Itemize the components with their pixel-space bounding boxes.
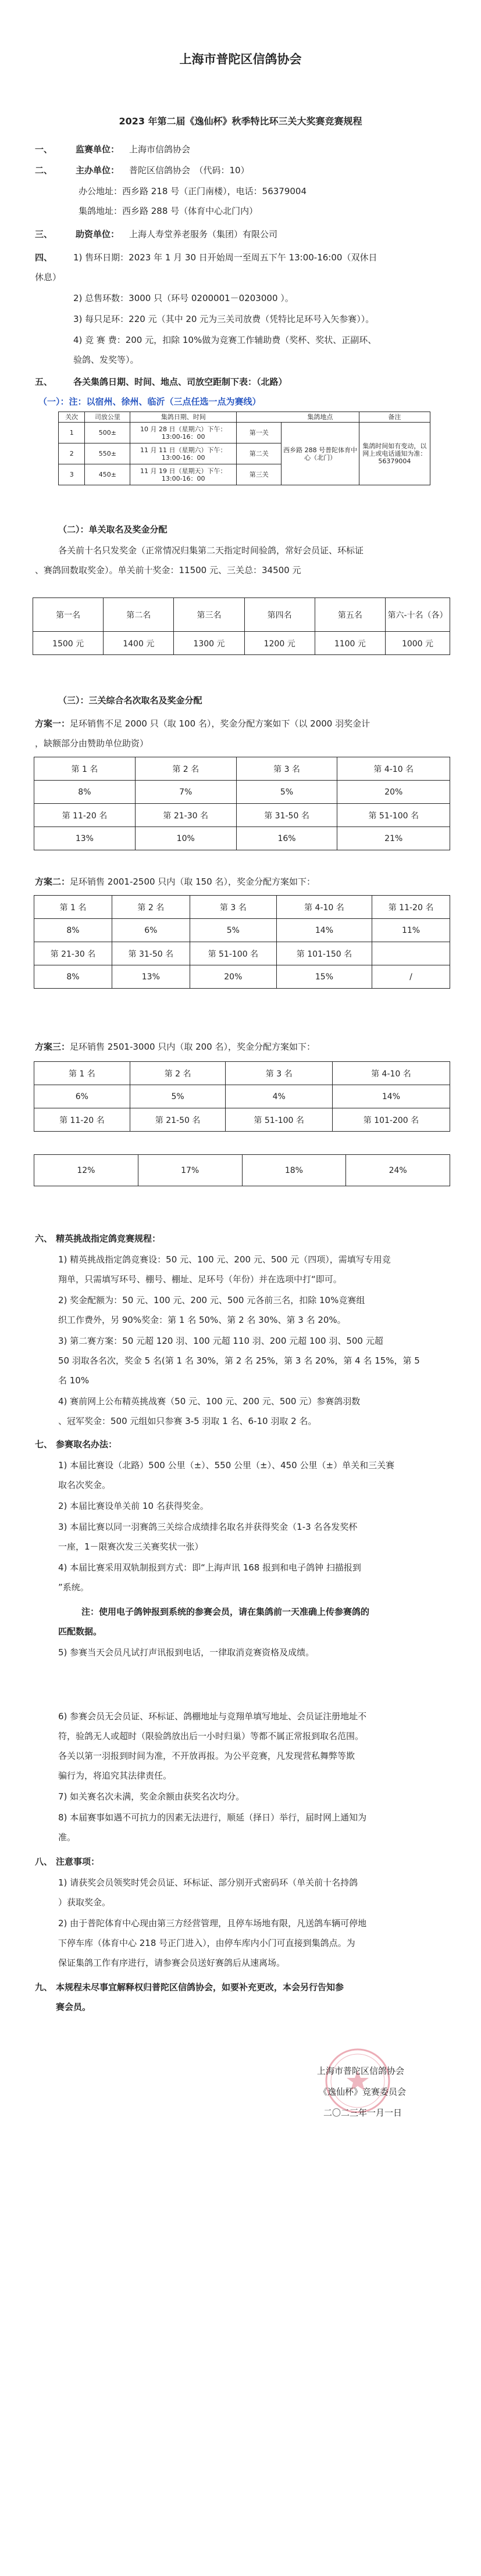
plan-2-cell: 第 51-100 名 — [190, 942, 276, 965]
clock-note: 注：使用电子鸽钟报到系统的参赛会员，请在集鸽前一天准确上传参赛鸽的 — [81, 1607, 370, 1617]
sign-committee: 《逸仙杯》竞赛委员会 — [319, 2087, 407, 2097]
plan-3-line — [35, 1040, 315, 1053]
schedule-head-date: 集鸽日期、时间 — [130, 412, 237, 423]
plan-3-cell: 6% — [34, 1085, 130, 1108]
rule-7-4b: ”系统。 — [58, 1582, 89, 1593]
plan-2-cell: 8% — [34, 965, 112, 989]
rule-7-1b: 取名次奖金。 — [58, 1480, 111, 1490]
prize-val-6-10: 1000 元 — [386, 632, 450, 655]
plan-1-cell: 第 51-100 名 — [337, 804, 450, 827]
section-4-num: 四、 — [35, 252, 53, 263]
plan-1-cell: 第 2 名 — [135, 757, 236, 781]
plan-3-table-top — [34, 1061, 450, 1132]
plan-1-line-2: ，缺额部分由赞助单位助资） — [35, 738, 149, 749]
rule-7-4: 4) 本届比赛采用双轨制报到方式：即“上海声讯 168 报到和电子鸽钟 扫描报到 — [58, 1562, 361, 1573]
schedule-row-2-date: 11 月 11 日（星期六）下午：13:00-16：00 — [130, 443, 237, 464]
prize-head-6-10: 第六-十名（各） — [386, 598, 450, 632]
rules-title: 2023 年第二届《逸仙杯》秋季特比环三关大奖赛竞赛规程 — [119, 116, 362, 127]
org-heading: 上海市普陀区信鸽协会 — [179, 52, 302, 66]
rule-7-1: 1) 本届比赛设（北路）500 公里（±）、550 公里（±）、450 公里（±）单关和三关赛 — [58, 1460, 395, 1471]
plan-3-text: 足环销售 2501-3000 只内（取 200 名），奖金分配方案如下： — [70, 1042, 315, 1052]
schedule-note: 集鸽时间如有变动，以网上或电话通知为准：56379004 — [359, 423, 430, 485]
plan-1-cell: 20% — [337, 781, 450, 804]
rule-7-2: 2) 本届比赛设单关前 10 名获得奖金。 — [58, 1501, 209, 1511]
schedule-head-km: 司放公里 — [85, 412, 130, 423]
section-6-num: 六、 — [35, 1233, 53, 1244]
plan-3-table-bottom — [34, 1154, 450, 1186]
schedule-row-3-stage: 3 — [59, 464, 85, 485]
plan-1-cell: 16% — [236, 827, 337, 850]
plan-2-cell: / — [372, 965, 450, 989]
plan-1-cell: 10% — [135, 827, 236, 850]
schedule-row-1-km: 500± — [85, 423, 130, 443]
single-stage-text-2: 、赛鸽回数取奖金）。单关前十奖金：11500 元、三关总：34500 元 — [35, 565, 301, 575]
section-1-value: 上海市信鸽协会 — [129, 144, 191, 155]
route-note: （一）：注：以宿州、徐州、临沂（三点任选一点为赛线） — [38, 396, 261, 407]
section-5-text: 各关集鸽日期、时间、地点、司放空距制下表：（北路） — [73, 377, 287, 387]
prize-val-1: 1500 元 — [33, 632, 104, 655]
plan-1-cell: 第 31-50 名 — [236, 804, 337, 827]
elite-2: 2) 奖金配额为：50 元、100 元、200 元、500 元各前三名，扣除 10%竞赛组 — [58, 1295, 365, 1305]
plan-3-cell: 第 4-10 名 — [332, 1062, 450, 1085]
schedule-row-1-stage: 1 — [59, 423, 85, 443]
elite-4b: 、冠军奖金：500 元组如只参赛 3-5 羽取 1 名、6-10 羽取 2 名。 — [58, 1416, 317, 1426]
plan-2-cell: 6% — [112, 919, 190, 942]
clock-note-2: 匹配数据。 — [58, 1626, 102, 1637]
plan-3-cell: 18% — [242, 1155, 346, 1186]
rule-7-3: 3) 本届比赛以同一羽赛鸽三关综合成绩排名取名并获得奖金（1-3 名各发奖杯 — [58, 1522, 358, 1532]
plan-1-title: 方案一： — [35, 718, 70, 729]
elite-3c: 名 10% — [58, 1375, 90, 1386]
plan-2-cell: 第 2 名 — [112, 896, 190, 919]
schedule-table — [58, 412, 430, 485]
section-9-text: 本规程未尽事宜解释权归普陀区信鸽协会，如要补充更改，本会另行告知参 — [56, 1982, 344, 1992]
ring-sale-date-cont: 休息） — [35, 272, 62, 282]
section-7-num: 七、 — [35, 1439, 53, 1450]
schedule-row-1-gate: 第一关 — [237, 423, 282, 443]
prize-head-4: 第四名 — [244, 598, 315, 632]
plan-2-cell: 20% — [190, 965, 276, 989]
elite-4: 4) 赛前网上公布精英挑战赛（50 元、100 元、200 元、500 元）参赛鸽羽数 — [58, 1396, 361, 1407]
section-1-label: 监赛单位： — [76, 144, 120, 155]
plan-3-cell: 第 11-20 名 — [34, 1108, 130, 1132]
elite-1b: 翔单，只需填写环号、棚号、棚址、足环号（年份）并在选项中打“即可。 — [58, 1274, 342, 1285]
schedule-row-2-gate: 第二关 — [237, 443, 282, 464]
plan-1-text: 足环销售不足 2000 只（取 100 名），奖金分配方案如下（以 2000 羽奖金计 — [70, 718, 370, 729]
plan-1-cell: 5% — [236, 781, 337, 804]
loft-address: 集鸽地址：西乡路 288 号（体育中心北门内） — [79, 206, 258, 216]
plan-3-cell: 14% — [332, 1085, 450, 1108]
section-1-num: 一、 — [35, 144, 53, 155]
section-7-title: 参赛取名办法： — [56, 1439, 117, 1450]
plan-2-cell: 第 4-10 名 — [276, 896, 372, 919]
rule-7-8: 8) 本届赛事如遇不可抗力的因素无法进行，顺延（择日）举行，届时网上通知为 — [58, 1812, 367, 1823]
prize-val-5: 1100 元 — [315, 632, 385, 655]
single-stage-prize-table — [33, 598, 450, 655]
elite-3b: 50 羽取各名次，奖金 5 名(第 1 名 30%，第 2 名 25%，第 3 名 20%，第 4 名 15%，第 5 — [58, 1355, 420, 1366]
ring-price: 3) 每只足环：220 元（其中 20 元为三关司放费（凭特比足环号入矢参赛））。 — [73, 314, 375, 324]
section-2-num: 二、 — [35, 165, 53, 176]
plan-3-cell: 17% — [138, 1155, 242, 1186]
schedule-head-stage: 关次 — [59, 412, 85, 423]
section-2-value: 普陀区信鸽协会 （代码：10） — [129, 165, 250, 176]
plan-1-line-1 — [35, 717, 370, 729]
prize-head-3: 第三名 — [174, 598, 244, 632]
ring-sale-date: 1) 售环日期：2023 年 1 月 30 日开始周一至周五下午 13:00-16:00（双休日 — [73, 252, 377, 263]
section-8-num: 八、 — [35, 1856, 53, 1867]
note-8-2b: 下停车库（体育中心 218 号正门进入），由停车库内小门可直接到集鸽点。为 — [58, 1938, 355, 1948]
plan-1-cell: 8% — [34, 781, 136, 804]
rule-7-6c: 各关以第一羽报到时间为准，不开放再报。为公平竞赛，凡发现营私舞弊等欺 — [58, 1751, 355, 1761]
rule-7-6d: 骗行为，将追究其法律责任。 — [58, 1770, 172, 1781]
plan-2-cell: 第 11-20 名 — [372, 896, 450, 919]
rule-7-5: 5) 参赛当天会员凡试打声讯报到电话，一律取消竞赛资格及成绩。 — [58, 1647, 315, 1658]
prize-head-1: 第一名 — [33, 598, 104, 632]
plan-3-cell: 4% — [226, 1085, 332, 1108]
prize-head-2: 第二名 — [104, 598, 174, 632]
plan-2-cell: 第 101-150 名 — [276, 942, 372, 965]
race-fee: 4) 竞 赛 费：200 元，扣除 10%做为竞赛工作辅助费（奖杯、奖状、正副环、 — [73, 335, 377, 345]
combined-heading: （三）：三关综合名次取名及奖金分配 — [58, 695, 202, 706]
schedule-place: 西乡路 288 号普陀体育中心（北门） — [282, 423, 359, 485]
note-8-1: 1) 请获奖会员领奖时凭会员证、环标证、部分别开式密码环（单关前十名持鸽 — [58, 1877, 358, 1888]
plan-2-cell: 15% — [276, 965, 372, 989]
note-8-2: 2) 由于普陀体育中心现由第三方经营管理，且停车场地有限，凡送鸽车辆可停地 — [58, 1918, 367, 1929]
plan-2-cell: 11% — [372, 919, 450, 942]
plan-3-cell: 第 21-50 名 — [130, 1108, 226, 1132]
office-address: 办公地址：西乡路 218 号（正门南楼），电话：56379004 — [79, 186, 307, 196]
plan-2-cell: 13% — [112, 965, 190, 989]
elite-3: 3) 第二赛方案：50 元超 120 羽、100 元超 110 羽、200 元超 100 羽、500 元超 — [58, 1336, 383, 1346]
plan-3-cell: 5% — [130, 1085, 226, 1108]
red-seal-stamp — [323, 2046, 393, 2116]
plan-3-cell: 第 51-100 名 — [226, 1108, 332, 1132]
schedule-head-place: 集鸽地点 — [282, 412, 359, 423]
rule-7-7: 7) 如关赛名次未满，奖金余额由获奖名次均分。 — [58, 1791, 245, 1802]
note-8-2c: 保证集鸽工作有序进行，请参赛会员送好赛鸽后从速离场。 — [58, 1958, 286, 1968]
plan-2-cell: 第 1 名 — [34, 896, 112, 919]
schedule-row-3-km: 450± — [85, 464, 130, 485]
section-9-text-2: 赛会员。 — [56, 2002, 91, 2012]
schedule-row-1-date: 10 月 28 日（星期六）下午：13:00-16：00 — [130, 423, 237, 443]
plan-2-cell — [372, 942, 450, 965]
schedule-row-3-date: 11 月 19 日（星期天）下午：13:00-16：00 — [130, 464, 237, 485]
prize-val-4: 1200 元 — [244, 632, 315, 655]
elite-2b: 织工作费外，另 90%奖金：第 1 名 50%、第 2 名 30%、第 3 名 20%。 — [58, 1315, 346, 1325]
plan-2-text: 足环销售 2001-2500 只内（取 150 名），奖金分配方案如下： — [70, 876, 315, 887]
plan-1-cell: 7% — [135, 781, 236, 804]
plan-2-cell: 第 21-30 名 — [34, 942, 112, 965]
plan-3-cell: 第 101-200 名 — [332, 1108, 450, 1132]
plan-3-title: 方案三： — [35, 1042, 70, 1052]
single-stage-heading: （二）：单关取名及奖金分配 — [58, 524, 168, 535]
plan-1-cell: 第 11-20 名 — [34, 804, 136, 827]
prize-val-3: 1300 元 — [174, 632, 244, 655]
race-fee-cont: 验鸽、发奖等）。 — [73, 355, 139, 365]
rule-7-6b: 符，验鸽无人或超时（限验鸽放出后一小时归巢）等都不属正常报到取名范围。 — [58, 1731, 364, 1741]
plan-3-cell: 第 1 名 — [34, 1062, 130, 1085]
schedule-row-2-km: 550± — [85, 443, 130, 464]
plan-3-cell: 12% — [34, 1155, 138, 1186]
rule-7-8b: 准。 — [58, 1832, 76, 1842]
section-2-label: 主办单位： — [76, 165, 120, 176]
section-5-num: 五、 — [35, 377, 53, 387]
plan-2-cell: 14% — [276, 919, 372, 942]
plan-1-cell: 第 21-30 名 — [135, 804, 236, 827]
single-stage-text-1: 各关前十名只发奖金（正常情况归集第二天指定时间验鸽，常好会员证、环标证 — [58, 545, 364, 556]
sign-org: 上海市普陀区信鸽协会 — [317, 2066, 405, 2076]
section-6-title: 精英挑战指定鸽竞赛规程： — [56, 1233, 161, 1244]
plan-1-cell: 第 3 名 — [236, 757, 337, 781]
prize-head-5: 第五名 — [315, 598, 385, 632]
section-9-num: 九、 — [35, 1982, 53, 1992]
section-3-value: 上海人寿堂养老服务（集团）有限公司 — [129, 229, 278, 239]
schedule-row-2-stage: 2 — [59, 443, 85, 464]
section-3-num: 三、 — [35, 229, 53, 239]
plan-3-cell: 24% — [346, 1155, 450, 1186]
rule-7-6: 6) 参赛会员无会员证、环标证、鸽棚地址与竞翔单填写地址、会员证注册地址不 — [58, 1711, 367, 1722]
plan-2-cell: 第 31-50 名 — [112, 942, 190, 965]
note-8-1b: ）获取奖金。 — [58, 1897, 111, 1908]
rule-7-3b: 一座，1－限赛次发三关赛奖状一张） — [58, 1541, 204, 1552]
plan-1-cell: 第 4-10 名 — [337, 757, 450, 781]
plan-2-title: 方案二： — [35, 876, 70, 887]
plan-1-cell: 13% — [34, 827, 136, 850]
section-8-title: 注意事项： — [56, 1856, 100, 1867]
plan-3-cell: 第 2 名 — [130, 1062, 226, 1085]
plan-2-cell: 8% — [34, 919, 112, 942]
plan-2-cell: 第 3 名 — [190, 896, 276, 919]
plan-2-table — [34, 895, 450, 989]
sign-date: 二〇二三年一月一日 — [323, 2108, 402, 2118]
plan-1-table — [34, 757, 450, 850]
prize-val-2: 1400 元 — [104, 632, 174, 655]
plan-1-cell: 第 1 名 — [34, 757, 136, 781]
section-3-label: 助资单位： — [76, 229, 120, 239]
plan-2-cell: 5% — [190, 919, 276, 942]
schedule-row-3-gate: 第三关 — [237, 464, 282, 485]
total-rings: 2) 总售环数：3000 只（环号 0200001－0203000 ）。 — [73, 293, 294, 303]
plan-3-cell: 第 3 名 — [226, 1062, 332, 1085]
plan-1-cell: 21% — [337, 827, 450, 850]
plan-2-line — [35, 875, 315, 888]
schedule-head-note: 备注 — [359, 412, 430, 423]
elite-1: 1) 精英挑战指定鸽竞赛设：50 元、100 元、200 元、500 元（四项），需填写专用竞 — [58, 1254, 391, 1265]
